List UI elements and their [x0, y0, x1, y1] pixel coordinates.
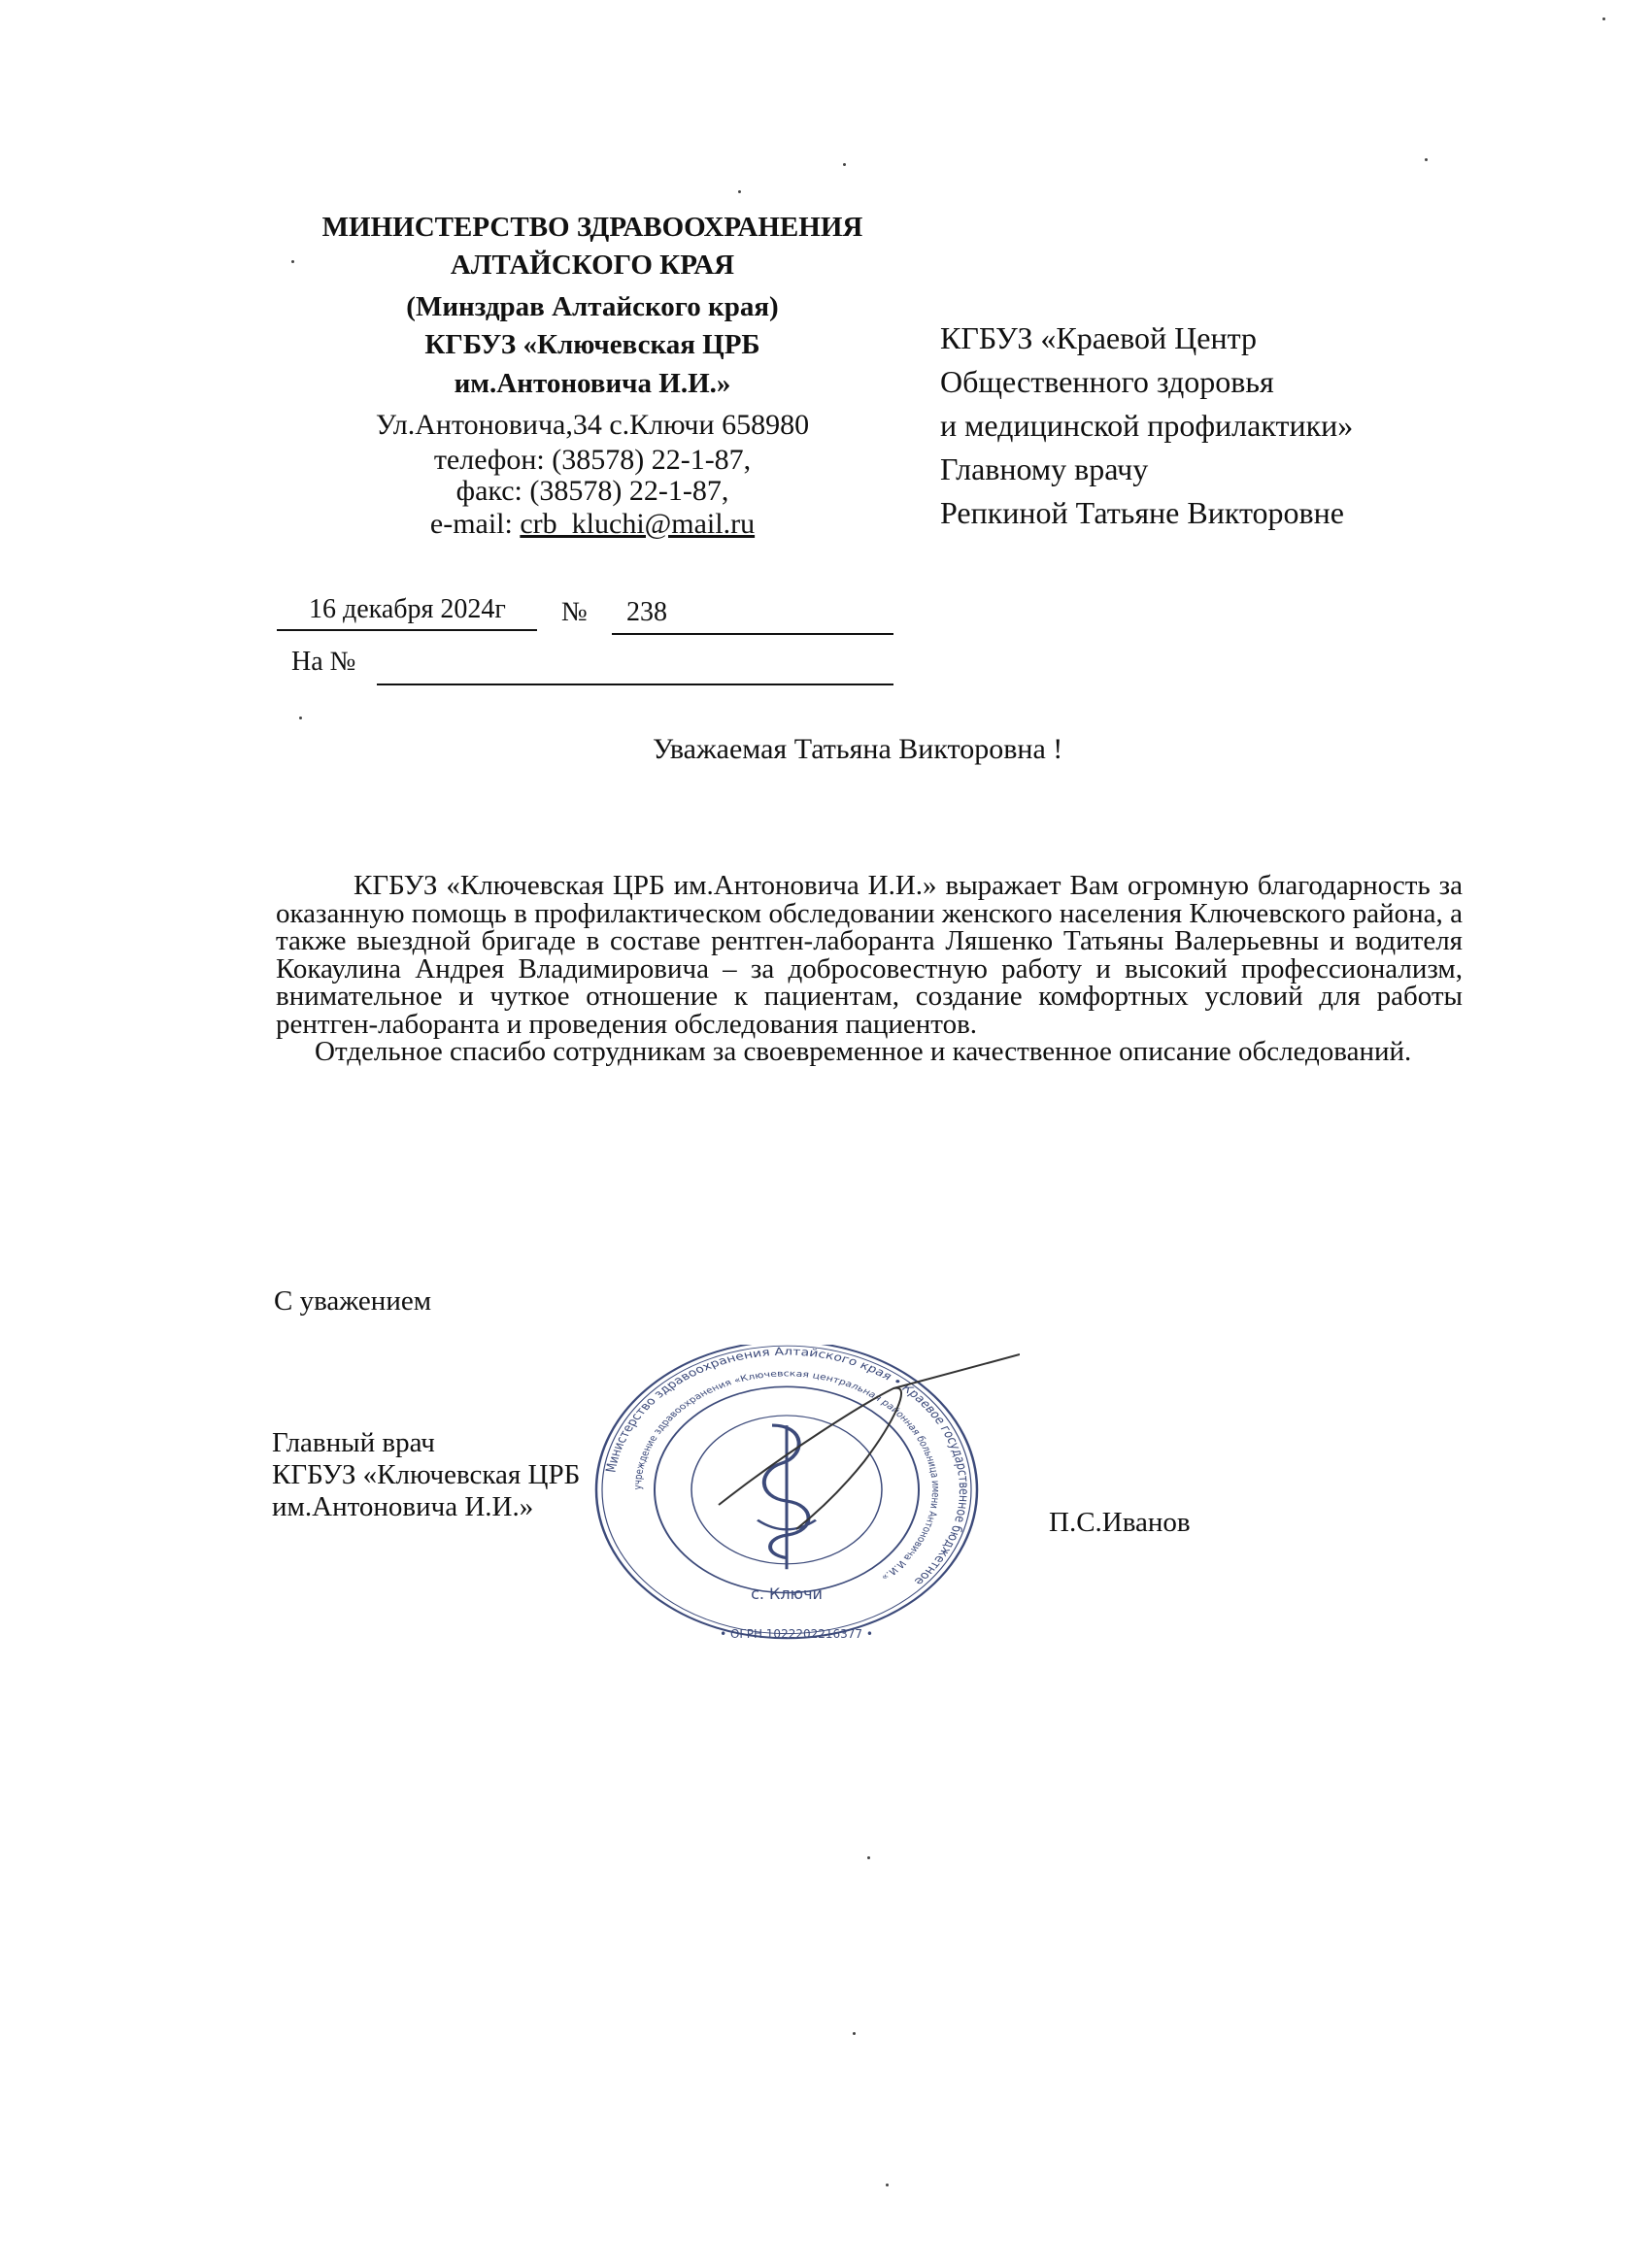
scan-speck: [1425, 158, 1428, 161]
sender-address: Ул.Антоновича,34 с.Ключи 658980: [375, 409, 810, 441]
letter-date: 16 декабря 2024г: [309, 594, 506, 624]
ministry-name-line1: МИНИСТЕРСТВО ЗДРАВООХРАНЕНИЯ: [321, 212, 863, 243]
scan-speck: [1602, 17, 1605, 20]
scan-speck: [886, 2184, 889, 2186]
handwritten-signature: [719, 1354, 1020, 1529]
recipient-name: Репкиной Татьяне Викторовне: [940, 495, 1344, 530]
email-label: e-mail:: [429, 508, 513, 540]
official-stamp: [573, 1345, 1020, 1665]
scan-speck: [291, 260, 294, 263]
date-underline: [277, 629, 537, 631]
ministry-name-line2: АЛТАЙСКОГО КРАЯ: [450, 250, 735, 281]
stamp-inner-text: учреждение здравоохранения «Ключевская центральная районная больница имени Антоновича И.И.»: [632, 1369, 941, 1583]
sender-org-line1: КГБУЗ «Ключевская ЦРБ: [424, 329, 760, 360]
scan-speck: [299, 717, 302, 719]
recipient-position: Главному врачу: [940, 451, 1149, 486]
recipient-line2: Общественного здоровья: [940, 364, 1274, 399]
signatory-position-line1: Главный врач: [272, 1427, 435, 1458]
closing: С уважением: [274, 1285, 432, 1317]
number-label: №: [561, 597, 588, 627]
recipient-line1: КГБУЗ «Краевой Центр: [940, 320, 1257, 355]
letter-number: 238: [626, 597, 667, 627]
scan-speck: [738, 190, 741, 193]
sender-email: [291, 507, 893, 542]
scan-speck: [867, 1856, 870, 1859]
body-paragraph-1: КГБУЗ «Ключевская ЦРБ им.Антоновича И.И.» выражает Вам огромную благодарность за оказанную помощь в профилактическом обследовании женского населения Ключевского района, а также выездной бригаде в составе рентген-лаборанта Ляшенко Татьяны Валерьевны и водителя Кокаулина Андрея Владимировича – за добросовестную работу и высокий профессионализм, внимательное и чуткое отношение к пациентам, создание комфортных условий для работы рентген-лаборанта и проведения обследования пациентов.: [276, 870, 1463, 1040]
reply-to-label: На №: [291, 647, 356, 677]
letter-body: [276, 872, 1463, 1066]
scan-speck: [843, 163, 846, 166]
stamp-outer-text: Министерство здравоохранения Алтайского края • Краевое государственное бюджетное: [602, 1345, 973, 1588]
signatory-name: П.С.Иванов: [1049, 1507, 1191, 1538]
email-link[interactable]: crb_kluchi@mail.ru: [520, 508, 756, 540]
signatory-position-line3: им.Антоновича И.И.»: [272, 1491, 534, 1522]
recipient-line3: и медицинской профилактики»: [940, 408, 1354, 443]
number-underline: [612, 633, 893, 635]
reply-to-underline: [377, 684, 893, 685]
ministry-short-name: (Минздрав Алтайского края): [406, 291, 779, 322]
sender-phone: телефон: (38578) 22-1-87,: [433, 444, 752, 476]
greeting: Уважаемая Татьяна Викторовна !: [653, 733, 1063, 765]
scan-speck: [853, 2032, 856, 2035]
sender-fax: факс: (38578) 22-1-87,: [455, 475, 729, 507]
sender-org-line2: им.Антоновича И.И.»: [454, 368, 731, 399]
stamp-ogrn: • ОГРН 1022202216377 •: [720, 1627, 873, 1641]
stamp-city: с. Ключи: [751, 1584, 823, 1603]
body-paragraph-2: Отдельное спасибо сотрудникам за своевременное и качественное описание обследований.: [315, 1036, 1412, 1067]
signatory-position-line2: КГБУЗ «Ключевская ЦРБ: [272, 1459, 581, 1490]
